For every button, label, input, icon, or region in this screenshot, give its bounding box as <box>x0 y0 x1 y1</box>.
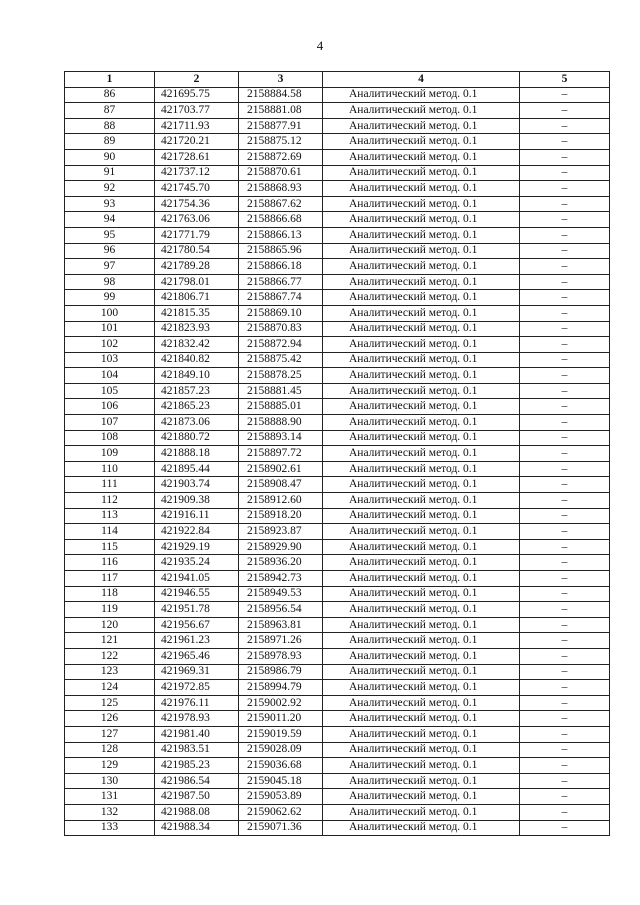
y-coordinate-cell: 2159071.36 <box>239 820 323 836</box>
point-number-cell: 129 <box>65 758 155 774</box>
x-coordinate-cell: 421978.93 <box>155 711 239 727</box>
note-cell: – <box>520 524 610 540</box>
x-coordinate-cell: 421857.23 <box>155 383 239 399</box>
x-coordinate-cell: 421737.12 <box>155 165 239 181</box>
column-header: 2 <box>155 72 239 88</box>
point-number-cell: 88 <box>65 118 155 134</box>
x-coordinate-cell: 421972.85 <box>155 680 239 696</box>
method-cell: Аналитический метод. 0.1 <box>323 508 520 524</box>
table-row <box>65 259 610 275</box>
point-number-cell: 94 <box>65 212 155 228</box>
x-coordinate-cell: 421754.36 <box>155 196 239 212</box>
point-number-cell: 106 <box>65 399 155 415</box>
y-coordinate-cell: 2159011.20 <box>239 711 323 727</box>
x-coordinate-cell: 421763.06 <box>155 212 239 228</box>
column-header: 4 <box>323 72 520 88</box>
table-row <box>65 524 610 540</box>
x-coordinate-cell: 421745.70 <box>155 181 239 197</box>
y-coordinate-cell: 2158875.12 <box>239 134 323 150</box>
point-number-cell: 131 <box>65 789 155 805</box>
x-coordinate-cell: 421903.74 <box>155 477 239 493</box>
method-cell: Аналитический метод. 0.1 <box>323 243 520 259</box>
note-cell: – <box>520 461 610 477</box>
method-cell: Аналитический метод. 0.1 <box>323 368 520 384</box>
x-coordinate-cell: 421728.61 <box>155 149 239 165</box>
x-coordinate-cell: 421985.23 <box>155 758 239 774</box>
note-cell: – <box>520 508 610 524</box>
point-number-cell: 87 <box>65 103 155 119</box>
x-coordinate-cell: 421916.11 <box>155 508 239 524</box>
method-cell: Аналитический метод. 0.1 <box>323 524 520 540</box>
note-cell: – <box>520 711 610 727</box>
note-cell: – <box>520 602 610 618</box>
method-cell: Аналитический метод. 0.1 <box>323 134 520 150</box>
method-cell: Аналитический метод. 0.1 <box>323 633 520 649</box>
x-coordinate-cell: 421951.78 <box>155 602 239 618</box>
coordinates-table <box>64 71 610 836</box>
method-cell: Аналитический метод. 0.1 <box>323 571 520 587</box>
table-row <box>65 290 610 306</box>
table-row <box>65 274 610 290</box>
x-coordinate-cell: 421941.05 <box>155 571 239 587</box>
note-cell: – <box>520 539 610 555</box>
x-coordinate-cell: 421987.50 <box>155 789 239 805</box>
method-cell: Аналитический метод. 0.1 <box>323 695 520 711</box>
method-cell: Аналитический метод. 0.1 <box>323 758 520 774</box>
note-cell: – <box>520 134 610 150</box>
note-cell: – <box>520 337 610 353</box>
method-cell: Аналитический метод. 0.1 <box>323 165 520 181</box>
x-coordinate-cell: 421956.67 <box>155 617 239 633</box>
table-row <box>65 368 610 384</box>
y-coordinate-cell: 2158867.74 <box>239 290 323 306</box>
point-number-cell: 105 <box>65 383 155 399</box>
method-cell: Аналитический метод. 0.1 <box>323 212 520 228</box>
note-cell: – <box>520 477 610 493</box>
y-coordinate-cell: 2158956.54 <box>239 602 323 618</box>
y-coordinate-cell: 2159019.59 <box>239 726 323 742</box>
note-cell: – <box>520 118 610 134</box>
note-cell: – <box>520 383 610 399</box>
note-cell: – <box>520 212 610 228</box>
point-number-cell: 117 <box>65 571 155 587</box>
y-coordinate-cell: 2158936.20 <box>239 555 323 571</box>
y-coordinate-cell: 2158971.26 <box>239 633 323 649</box>
point-number-cell: 122 <box>65 648 155 664</box>
point-number-cell: 103 <box>65 352 155 368</box>
x-coordinate-cell: 421780.54 <box>155 243 239 259</box>
x-coordinate-cell: 421983.51 <box>155 742 239 758</box>
method-cell: Аналитический метод. 0.1 <box>323 726 520 742</box>
page-number: 4 <box>316 38 324 53</box>
note-cell: – <box>520 555 610 571</box>
point-number-cell: 99 <box>65 290 155 306</box>
table-row <box>65 305 610 321</box>
table-row <box>65 602 610 618</box>
x-coordinate-cell: 421711.93 <box>155 118 239 134</box>
method-cell: Аналитический метод. 0.1 <box>323 664 520 680</box>
y-coordinate-cell: 2158963.81 <box>239 617 323 633</box>
x-coordinate-cell: 421895.44 <box>155 461 239 477</box>
y-coordinate-cell: 2158866.77 <box>239 274 323 290</box>
point-number-cell: 101 <box>65 321 155 337</box>
method-cell: Аналитический метод. 0.1 <box>323 415 520 431</box>
x-coordinate-cell: 421965.46 <box>155 648 239 664</box>
point-number-cell: 86 <box>65 87 155 103</box>
point-number-cell: 110 <box>65 461 155 477</box>
method-cell: Аналитический метод. 0.1 <box>323 399 520 415</box>
x-coordinate-cell: 421771.79 <box>155 227 239 243</box>
point-number-cell: 104 <box>65 368 155 384</box>
x-coordinate-cell: 421935.24 <box>155 555 239 571</box>
y-coordinate-cell: 2158866.18 <box>239 259 323 275</box>
table-row <box>65 617 610 633</box>
note-cell: – <box>520 633 610 649</box>
y-coordinate-cell: 2158881.45 <box>239 383 323 399</box>
table-row <box>65 493 610 509</box>
note-cell: – <box>520 430 610 446</box>
table-row <box>65 804 610 820</box>
table-row <box>65 165 610 181</box>
point-number-cell: 116 <box>65 555 155 571</box>
method-cell: Аналитический метод. 0.1 <box>323 555 520 571</box>
note-cell: – <box>520 804 610 820</box>
y-coordinate-cell: 2158870.61 <box>239 165 323 181</box>
x-coordinate-cell: 421976.11 <box>155 695 239 711</box>
point-number-cell: 97 <box>65 259 155 275</box>
table-row <box>65 680 610 696</box>
method-cell: Аналитический метод. 0.1 <box>323 87 520 103</box>
y-coordinate-cell: 2158870.83 <box>239 321 323 337</box>
y-coordinate-cell: 2158885.01 <box>239 399 323 415</box>
point-number-cell: 128 <box>65 742 155 758</box>
table-row <box>65 789 610 805</box>
note-cell: – <box>520 789 610 805</box>
y-coordinate-cell: 2158878.25 <box>239 368 323 384</box>
point-number-cell: 121 <box>65 633 155 649</box>
point-number-cell: 124 <box>65 680 155 696</box>
point-number-cell: 90 <box>65 149 155 165</box>
method-cell: Аналитический метод. 0.1 <box>323 477 520 493</box>
note-cell: – <box>520 259 610 275</box>
y-coordinate-cell: 2158867.62 <box>239 196 323 212</box>
table-row <box>65 648 610 664</box>
x-coordinate-cell: 421720.21 <box>155 134 239 150</box>
note-cell: – <box>520 290 610 306</box>
y-coordinate-cell: 2158869.10 <box>239 305 323 321</box>
point-number-cell: 107 <box>65 415 155 431</box>
table-row <box>65 726 610 742</box>
point-number-cell: 125 <box>65 695 155 711</box>
table-row <box>65 181 610 197</box>
point-number-cell: 112 <box>65 493 155 509</box>
table-row <box>65 134 610 150</box>
table-row <box>65 820 610 836</box>
note-cell: – <box>520 586 610 602</box>
note-cell: – <box>520 149 610 165</box>
x-coordinate-cell: 421815.35 <box>155 305 239 321</box>
y-coordinate-cell: 2158875.42 <box>239 352 323 368</box>
point-number-cell: 108 <box>65 430 155 446</box>
table-row <box>65 539 610 555</box>
y-coordinate-cell: 2158877.91 <box>239 118 323 134</box>
table-row <box>65 87 610 103</box>
note-cell: – <box>520 227 610 243</box>
method-cell: Аналитический метод. 0.1 <box>323 430 520 446</box>
x-coordinate-cell: 421929.19 <box>155 539 239 555</box>
note-cell: – <box>520 399 610 415</box>
point-number-cell: 115 <box>65 539 155 555</box>
x-coordinate-cell: 421840.82 <box>155 352 239 368</box>
table-row <box>65 321 610 337</box>
method-cell: Аналитический метод. 0.1 <box>323 680 520 696</box>
table-row <box>65 149 610 165</box>
table-row <box>65 196 610 212</box>
x-coordinate-cell: 421922.84 <box>155 524 239 540</box>
method-cell: Аналитический метод. 0.1 <box>323 711 520 727</box>
y-coordinate-cell: 2158865.96 <box>239 243 323 259</box>
x-coordinate-cell: 421695.75 <box>155 87 239 103</box>
y-coordinate-cell: 2159062.62 <box>239 804 323 820</box>
y-coordinate-cell: 2158908.47 <box>239 477 323 493</box>
x-coordinate-cell: 421988.08 <box>155 804 239 820</box>
x-coordinate-cell: 421849.10 <box>155 368 239 384</box>
point-number-cell: 114 <box>65 524 155 540</box>
table-row <box>65 461 610 477</box>
column-header: 3 <box>239 72 323 88</box>
point-number-cell: 130 <box>65 773 155 789</box>
table-row <box>65 633 610 649</box>
point-number-cell: 126 <box>65 711 155 727</box>
y-coordinate-cell: 2159045.18 <box>239 773 323 789</box>
y-coordinate-cell: 2158986.79 <box>239 664 323 680</box>
point-number-cell: 127 <box>65 726 155 742</box>
method-cell: Аналитический метод. 0.1 <box>323 461 520 477</box>
table-row <box>65 337 610 353</box>
method-cell: Аналитический метод. 0.1 <box>323 196 520 212</box>
table-row <box>65 773 610 789</box>
x-coordinate-cell: 421873.06 <box>155 415 239 431</box>
table-row <box>65 352 610 368</box>
point-number-cell: 119 <box>65 602 155 618</box>
table-row <box>65 711 610 727</box>
note-cell: – <box>520 648 610 664</box>
y-coordinate-cell: 2158978.93 <box>239 648 323 664</box>
table-body <box>65 87 610 836</box>
note-cell: – <box>520 571 610 587</box>
column-header: 5 <box>520 72 610 88</box>
point-number-cell: 120 <box>65 617 155 633</box>
method-cell: Аналитический метод. 0.1 <box>323 789 520 805</box>
table-row <box>65 103 610 119</box>
method-cell: Аналитический метод. 0.1 <box>323 539 520 555</box>
x-coordinate-cell: 421789.28 <box>155 259 239 275</box>
y-coordinate-cell: 2159002.92 <box>239 695 323 711</box>
method-cell: Аналитический метод. 0.1 <box>323 305 520 321</box>
method-cell: Аналитический метод. 0.1 <box>323 804 520 820</box>
y-coordinate-cell: 2158949.53 <box>239 586 323 602</box>
y-coordinate-cell: 2158872.69 <box>239 149 323 165</box>
point-number-cell: 111 <box>65 477 155 493</box>
table-row <box>65 383 610 399</box>
x-coordinate-cell: 421806.71 <box>155 290 239 306</box>
method-cell: Аналитический метод. 0.1 <box>323 352 520 368</box>
x-coordinate-cell: 421798.01 <box>155 274 239 290</box>
method-cell: Аналитический метод. 0.1 <box>323 742 520 758</box>
method-cell: Аналитический метод. 0.1 <box>323 259 520 275</box>
x-coordinate-cell: 421832.42 <box>155 337 239 353</box>
x-coordinate-cell: 421986.54 <box>155 773 239 789</box>
method-cell: Аналитический метод. 0.1 <box>323 227 520 243</box>
method-cell: Аналитический метод. 0.1 <box>323 493 520 509</box>
note-cell: – <box>520 368 610 384</box>
x-coordinate-cell: 421703.77 <box>155 103 239 119</box>
point-number-cell: 123 <box>65 664 155 680</box>
y-coordinate-cell: 2158923.87 <box>239 524 323 540</box>
y-coordinate-cell: 2158942.73 <box>239 571 323 587</box>
table-row <box>65 415 610 431</box>
point-number-cell: 92 <box>65 181 155 197</box>
point-number-cell: 89 <box>65 134 155 150</box>
y-coordinate-cell: 2158893.14 <box>239 430 323 446</box>
y-coordinate-cell: 2158872.94 <box>239 337 323 353</box>
table-row <box>65 664 610 680</box>
table-row <box>65 555 610 571</box>
y-coordinate-cell: 2158897.72 <box>239 446 323 462</box>
method-cell: Аналитический метод. 0.1 <box>323 820 520 836</box>
method-cell: Аналитический метод. 0.1 <box>323 337 520 353</box>
note-cell: – <box>520 726 610 742</box>
method-cell: Аналитический метод. 0.1 <box>323 773 520 789</box>
y-coordinate-cell: 2158866.13 <box>239 227 323 243</box>
note-cell: – <box>520 103 610 119</box>
x-coordinate-cell: 421988.34 <box>155 820 239 836</box>
point-number-cell: 133 <box>65 820 155 836</box>
y-coordinate-cell: 2158994.79 <box>239 680 323 696</box>
x-coordinate-cell: 421880.72 <box>155 430 239 446</box>
y-coordinate-cell: 2158929.90 <box>239 539 323 555</box>
x-coordinate-cell: 421981.40 <box>155 726 239 742</box>
method-cell: Аналитический метод. 0.1 <box>323 181 520 197</box>
table-row <box>65 399 610 415</box>
table-row <box>65 227 610 243</box>
note-cell: – <box>520 446 610 462</box>
point-number-cell: 96 <box>65 243 155 259</box>
note-cell: – <box>520 243 610 259</box>
column-header: 1 <box>65 72 155 88</box>
point-number-cell: 91 <box>65 165 155 181</box>
method-cell: Аналитический метод. 0.1 <box>323 149 520 165</box>
point-number-cell: 109 <box>65 446 155 462</box>
note-cell: – <box>520 695 610 711</box>
method-cell: Аналитический метод. 0.1 <box>323 321 520 337</box>
y-coordinate-cell: 2158912.60 <box>239 493 323 509</box>
table-row <box>65 758 610 774</box>
point-number-cell: 102 <box>65 337 155 353</box>
note-cell: – <box>520 664 610 680</box>
note-cell: – <box>520 820 610 836</box>
y-coordinate-cell: 2158866.68 <box>239 212 323 228</box>
method-cell: Аналитический метод. 0.1 <box>323 648 520 664</box>
method-cell: Аналитический метод. 0.1 <box>323 602 520 618</box>
x-coordinate-cell: 421823.93 <box>155 321 239 337</box>
y-coordinate-cell: 2158902.61 <box>239 461 323 477</box>
point-number-cell: 100 <box>65 305 155 321</box>
table-row <box>65 508 610 524</box>
y-coordinate-cell: 2158884.58 <box>239 87 323 103</box>
note-cell: – <box>520 415 610 431</box>
point-number-cell: 93 <box>65 196 155 212</box>
point-number-cell: 118 <box>65 586 155 602</box>
table-row <box>65 742 610 758</box>
note-cell: – <box>520 165 610 181</box>
method-cell: Аналитический метод. 0.1 <box>323 118 520 134</box>
method-cell: Аналитический метод. 0.1 <box>323 383 520 399</box>
y-coordinate-cell: 2159053.89 <box>239 789 323 805</box>
x-coordinate-cell: 421961.23 <box>155 633 239 649</box>
note-cell: – <box>520 617 610 633</box>
note-cell: – <box>520 196 610 212</box>
y-coordinate-cell: 2158918.20 <box>239 508 323 524</box>
note-cell: – <box>520 773 610 789</box>
y-coordinate-cell: 2158881.08 <box>239 103 323 119</box>
point-number-cell: 95 <box>65 227 155 243</box>
table-row <box>65 477 610 493</box>
method-cell: Аналитический метод. 0.1 <box>323 446 520 462</box>
note-cell: – <box>520 352 610 368</box>
point-number-cell: 98 <box>65 274 155 290</box>
note-cell: – <box>520 274 610 290</box>
note-cell: – <box>520 305 610 321</box>
method-cell: Аналитический метод. 0.1 <box>323 290 520 306</box>
x-coordinate-cell: 421865.23 <box>155 399 239 415</box>
note-cell: – <box>520 181 610 197</box>
x-coordinate-cell: 421888.18 <box>155 446 239 462</box>
note-cell: – <box>520 87 610 103</box>
table-row <box>65 695 610 711</box>
table-row <box>65 430 610 446</box>
point-number-cell: 113 <box>65 508 155 524</box>
y-coordinate-cell: 2159036.68 <box>239 758 323 774</box>
table-header-row <box>65 72 610 88</box>
point-number-cell: 132 <box>65 804 155 820</box>
table-row <box>65 212 610 228</box>
table-row <box>65 118 610 134</box>
table-row <box>65 446 610 462</box>
x-coordinate-cell: 421909.38 <box>155 493 239 509</box>
y-coordinate-cell: 2158888.90 <box>239 415 323 431</box>
note-cell: – <box>520 321 610 337</box>
method-cell: Аналитический метод. 0.1 <box>323 274 520 290</box>
table-row <box>65 571 610 587</box>
y-coordinate-cell: 2158868.93 <box>239 181 323 197</box>
y-coordinate-cell: 2159028.09 <box>239 742 323 758</box>
note-cell: – <box>520 742 610 758</box>
note-cell: – <box>520 680 610 696</box>
note-cell: – <box>520 758 610 774</box>
x-coordinate-cell: 421969.31 <box>155 664 239 680</box>
table-row <box>65 243 610 259</box>
table-row <box>65 586 610 602</box>
note-cell: – <box>520 493 610 509</box>
method-cell: Аналитический метод. 0.1 <box>323 586 520 602</box>
x-coordinate-cell: 421946.55 <box>155 586 239 602</box>
method-cell: Аналитический метод. 0.1 <box>323 617 520 633</box>
method-cell: Аналитический метод. 0.1 <box>323 103 520 119</box>
